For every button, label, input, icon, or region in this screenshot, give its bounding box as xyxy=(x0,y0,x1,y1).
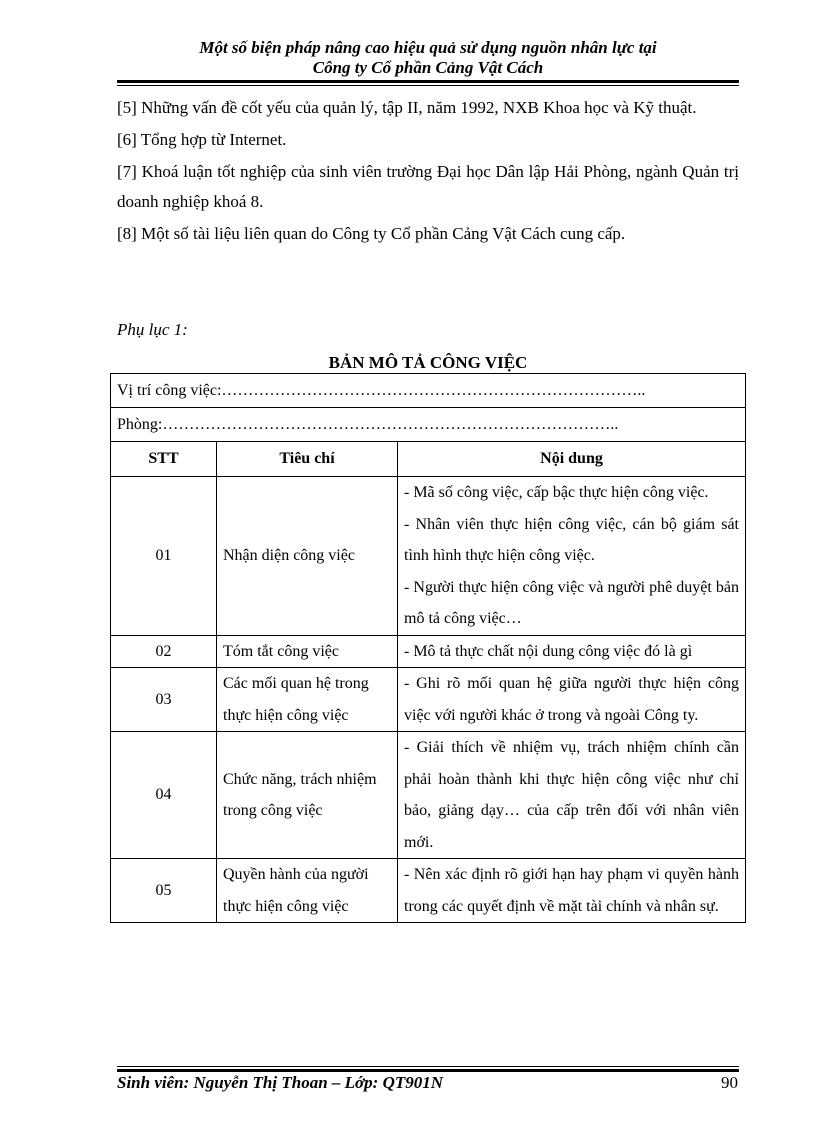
table-header-row xyxy=(111,442,746,477)
table-row xyxy=(111,859,746,923)
header-stt: STT xyxy=(111,442,217,477)
content-line: - Mã số công việc, cấp bậc thực hiện công việc. xyxy=(404,484,709,501)
page-number: 90 xyxy=(721,1073,738,1092)
content-line: - Nên xác định rõ giới hạn hay phạm vi quyền hành trong các quyết định về mặt tài chính và nhân sự. xyxy=(404,866,739,915)
header-title-line2: Công ty Cổ phần Cảng Vật Cách xyxy=(312,58,544,77)
content-line: - Người thực hiện công việc và người phê duyệt bản mô tả công việc… xyxy=(404,578,739,627)
department-line: Phòng:………………………………………………………………………….. xyxy=(111,408,746,442)
footer-student: Sinh viên: Nguyễn Thị Thoan – Lớp: QT901N xyxy=(117,1073,444,1092)
table-row xyxy=(111,635,746,668)
header-rule xyxy=(117,80,739,83)
position-line: Vị trí công việc:…………………………………………………………………….. xyxy=(111,374,746,408)
row-criterion: Tóm tắt công việc xyxy=(217,635,398,668)
header-rule-thin xyxy=(117,85,739,86)
appendix-label: Phụ lục 1: xyxy=(117,320,188,339)
row-stt: 03 xyxy=(111,668,217,732)
reference-list xyxy=(117,93,739,251)
reference-item: [6] Tổng hợp từ Internet. xyxy=(117,130,287,149)
row-content xyxy=(398,859,746,923)
header-content: Nội dung xyxy=(398,442,746,477)
row-criterion: Nhận diện công việc xyxy=(217,477,398,636)
position-row xyxy=(111,374,746,408)
header-title-line1: Một số biện pháp nâng cao hiệu quả sử dụng nguồn nhân lực tại xyxy=(199,38,657,57)
table-title: BẢN MÔ TẢ CÔNG VIỆC xyxy=(328,353,528,372)
header-criterion: Tiêu chí xyxy=(217,442,398,477)
content-line: - Giải thích về nhiệm vụ, trách nhiệm chính cần phải hoàn thành khi thực hiện công việc như chỉ bảo, giảng dạy… của cấp trên đối với nhân viên mới. xyxy=(404,739,739,851)
footer-rule xyxy=(117,1069,739,1072)
table-row xyxy=(111,668,746,732)
row-criterion: Quyền hành của người thực hiện công việc xyxy=(217,859,398,923)
row-stt: 02 xyxy=(111,635,217,668)
row-stt: 01 xyxy=(111,477,217,636)
reference-item: [7] Khoá luận tốt nghiệp của sinh viên trường Đại học Dân lập Hải Phòng, ngành Quản trị doanh nghiệp khoá 8. xyxy=(117,162,739,211)
row-content xyxy=(398,668,746,732)
table-row xyxy=(111,477,746,636)
reference-item: [5] Những vấn đề cốt yếu của quản lý, tập II, năm 1992, NXB Khoa học và Kỹ thuật. xyxy=(117,98,697,117)
table-row xyxy=(111,732,746,859)
row-content xyxy=(398,635,746,668)
reference-item: [8] Một số tài liệu liên quan do Công ty Cổ phần Cảng Vật Cách cung cấp. xyxy=(117,224,626,243)
content-line: - Ghi rõ mối quan hệ giữa người thực hiện công việc với người khác ở trong và ngoài Công ty. xyxy=(404,675,739,724)
content-line: - Nhân viên thực hiện công việc, cán bộ giám sát tình hình thực hiện công việc. xyxy=(404,515,739,564)
footer-rule-thin xyxy=(117,1066,739,1067)
department-row xyxy=(111,408,746,442)
row-criterion: Chức năng, trách nhiệm trong công việc xyxy=(217,732,398,859)
row-criterion: Các mối quan hệ trong thực hiện công việc xyxy=(217,668,398,732)
row-stt: 05 xyxy=(111,859,217,923)
row-content xyxy=(398,477,746,636)
content-line: - Mô tả thực chất nội dung công việc đó là gì xyxy=(404,642,693,660)
page-header xyxy=(117,38,739,78)
job-description-table xyxy=(110,373,746,923)
row-content xyxy=(398,732,746,859)
row-stt: 04 xyxy=(111,732,217,859)
